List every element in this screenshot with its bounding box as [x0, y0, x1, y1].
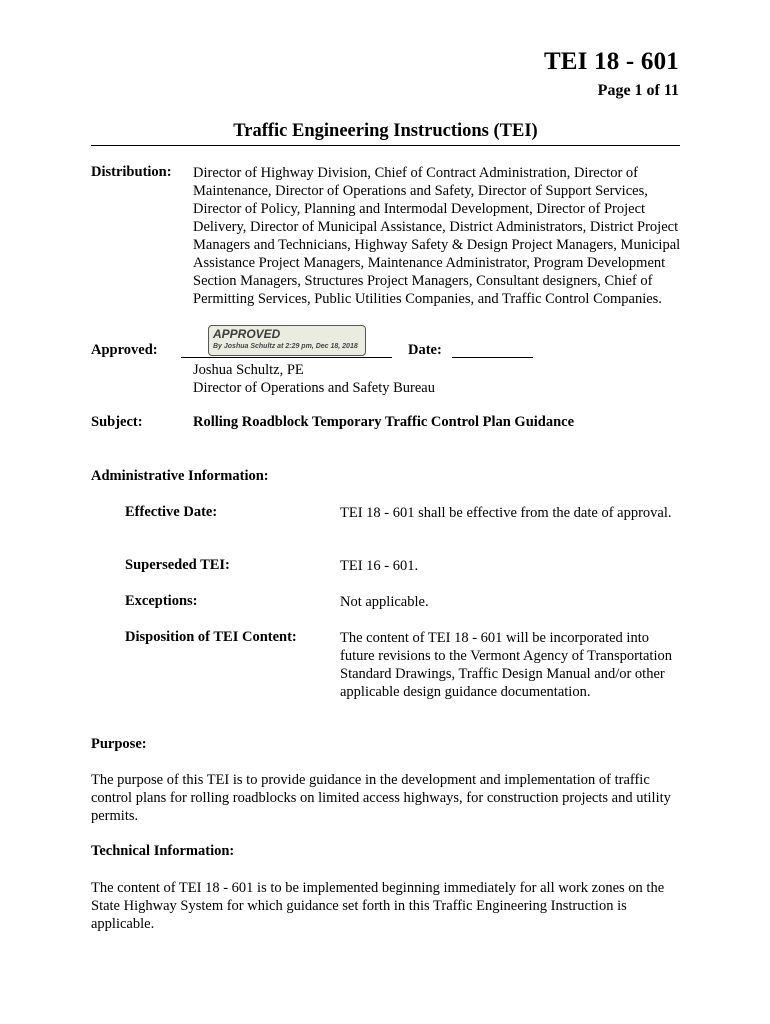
subject-label: Subject:	[91, 414, 143, 430]
stamp-title: APPROVED	[213, 327, 281, 341]
stamp-by: By Joshua Schultz at 2:29 pm, Dec 18, 2018	[213, 343, 358, 350]
admin-label-superseded: Superseded TEI:	[125, 557, 230, 573]
purpose-heading: Purpose:	[91, 736, 147, 752]
page-number: Page 1 of 11	[597, 82, 679, 99]
title-rule	[91, 145, 680, 146]
doc-number: TEI 18 - 601	[543, 48, 679, 75]
admin-value-effective-date: TEI 18 - 601 shall be effective from the date of approval.	[340, 505, 672, 521]
admin-value-disposition: The content of TEI 18 - 601 will be incorporated into future revisions to the Vermont Agency of Transportation Standard Drawings, Traffic Design Manual and/or other applicable design guidance documentation.	[340, 630, 672, 700]
distribution-text: Director of Highway Division, Chief of Contract Administration, Director of Maintenance, Director of Operations and Safety, Director of Support Services, Director of Policy, Planning and Intermodal Development, Director of Project Delivery, Director of Municipal Assistance, District Administrators, District Project Managers and Technicians, Highway Safety & Design Project Managers, Municipal Assistance Project Managers, Maintenance Administrator, Program Development Section Managers, Structures Project Managers, Consultant designers, Chief of Permitting Services, Public Utilities Companies, and Traffic Control Companies.	[193, 165, 681, 307]
approver-title: Director of Operations and Safety Bureau	[193, 380, 435, 396]
subject-text: Rolling Roadblock Temporary Traffic Control Plan Guidance	[193, 414, 575, 430]
technical-text: The content of TEI 18 - 601 is to be implemented beginning immediately for all work zones on the State Highway System for which guidance set forth in this Traffic Engineering Instruction is applicable.	[91, 880, 665, 932]
purpose-text: The purpose of this TEI is to provide guidance in the development and implementation of traffic control plans for rolling roadblocks on limited access highways, for construction projects and utility permits.	[91, 772, 671, 824]
signature-line	[181, 357, 392, 358]
admin-label-exceptions: Exceptions:	[125, 593, 198, 609]
approval-stamp	[208, 325, 366, 356]
distribution-label: Distribution:	[91, 164, 172, 180]
date-label: Date:	[408, 342, 442, 358]
admin-label-effective-date: Effective Date:	[125, 504, 218, 520]
admin-value-exceptions: Not applicable.	[340, 594, 429, 610]
admin-heading: Administrative Information:	[91, 468, 269, 484]
approved-label: Approved:	[91, 342, 158, 358]
approver-name: Joshua Schultz, PE	[193, 362, 304, 378]
doc-title: Traffic Engineering Instructions (TEI)	[233, 121, 538, 141]
technical-heading: Technical Information:	[91, 843, 235, 859]
admin-label-disposition: Disposition of TEI Content:	[125, 629, 297, 645]
admin-value-superseded: TEI 16 - 601.	[340, 558, 419, 574]
date-line	[452, 357, 533, 358]
